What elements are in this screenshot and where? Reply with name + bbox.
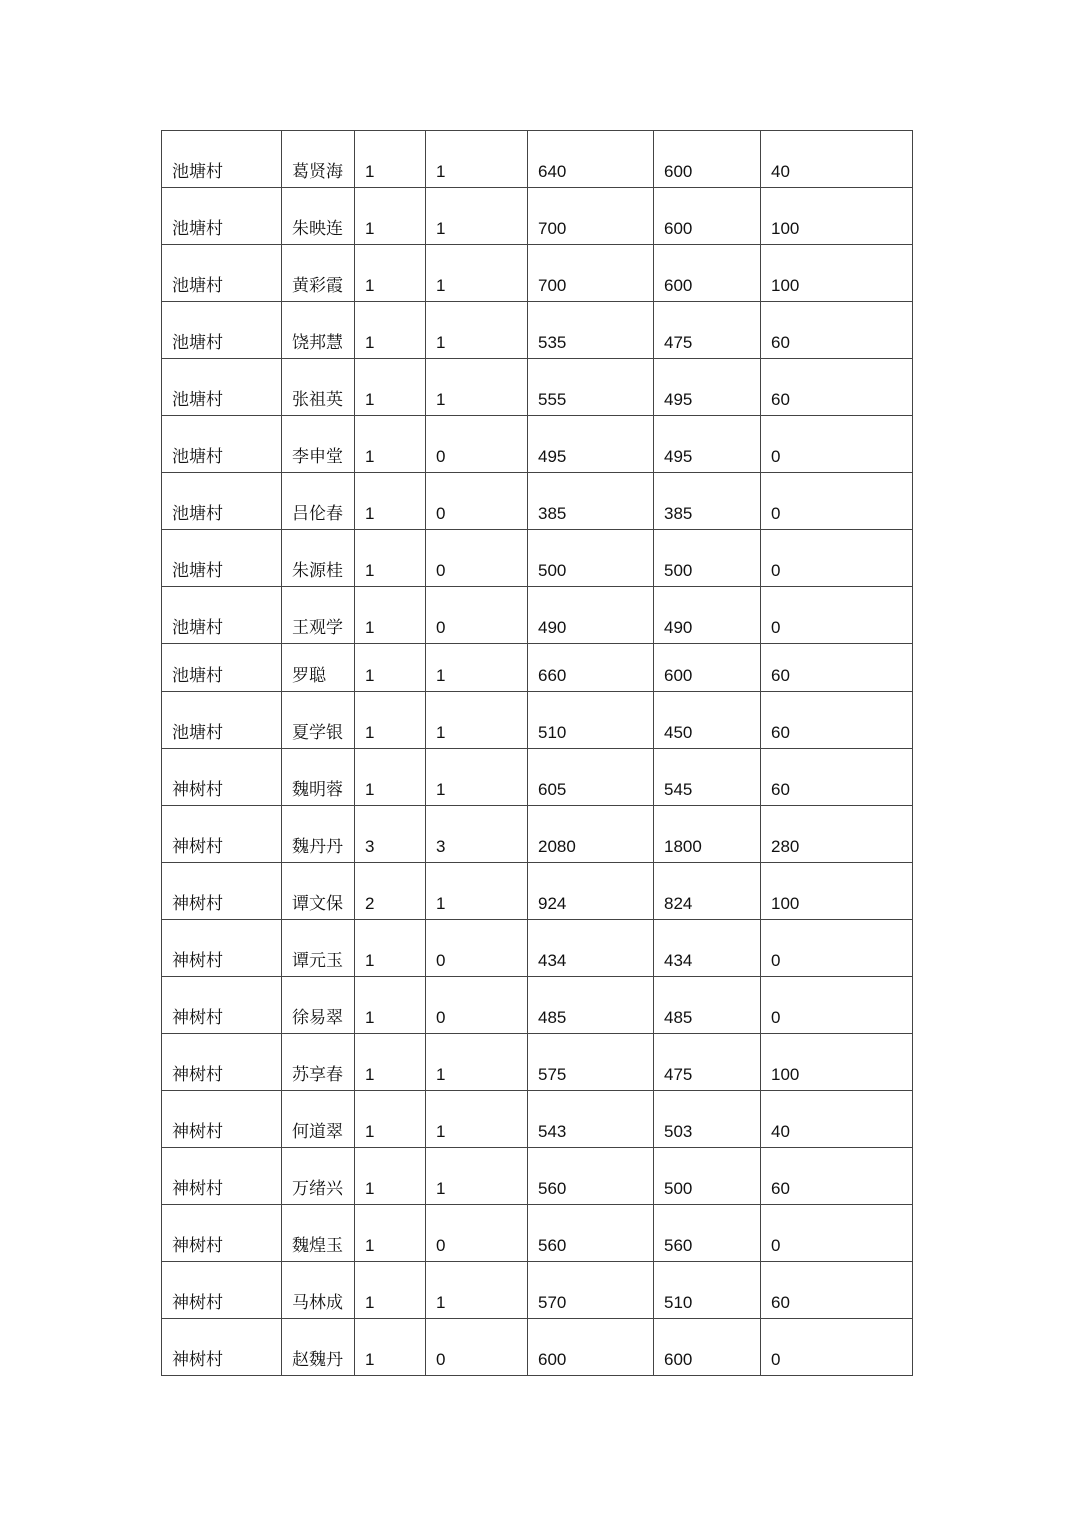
value-cell: 100 xyxy=(761,188,913,245)
value-cell: 1 xyxy=(426,359,528,416)
table-body xyxy=(162,131,913,1376)
value-cell: 475 xyxy=(654,1034,761,1091)
table-row xyxy=(162,587,913,644)
value-cell: 1 xyxy=(426,1034,528,1091)
value-cell: 1 xyxy=(426,131,528,188)
value-cell: 490 xyxy=(654,587,761,644)
value-cell: 495 xyxy=(528,416,654,473)
value-cell: 1 xyxy=(355,692,426,749)
village-cell: 池塘村 xyxy=(162,359,282,416)
village-cell: 神树村 xyxy=(162,1262,282,1319)
value-cell: 100 xyxy=(761,1034,913,1091)
value-cell: 700 xyxy=(528,245,654,302)
value-cell: 575 xyxy=(528,1034,654,1091)
table-row xyxy=(162,977,913,1034)
name-cell: 李申堂 xyxy=(282,416,355,473)
value-cell: 490 xyxy=(528,587,654,644)
value-cell: 1 xyxy=(426,692,528,749)
name-cell: 魏煌玉 xyxy=(282,1205,355,1262)
name-cell: 万绪兴 xyxy=(282,1148,355,1205)
value-cell: 100 xyxy=(761,863,913,920)
value-cell: 0 xyxy=(426,416,528,473)
value-cell: 1 xyxy=(355,1319,426,1376)
name-cell: 饶邦慧 xyxy=(282,302,355,359)
value-cell: 495 xyxy=(654,416,761,473)
value-cell: 3 xyxy=(426,806,528,863)
name-cell: 王观学 xyxy=(282,587,355,644)
value-cell: 1 xyxy=(355,1034,426,1091)
village-cell: 神树村 xyxy=(162,1091,282,1148)
value-cell: 60 xyxy=(761,692,913,749)
value-cell: 280 xyxy=(761,806,913,863)
value-cell: 434 xyxy=(654,920,761,977)
value-cell: 600 xyxy=(654,644,761,692)
value-cell: 555 xyxy=(528,359,654,416)
village-cell: 神树村 xyxy=(162,749,282,806)
value-cell: 1 xyxy=(355,1262,426,1319)
value-cell: 1 xyxy=(355,977,426,1034)
name-cell: 魏明蓉 xyxy=(282,749,355,806)
value-cell: 1 xyxy=(355,359,426,416)
value-cell: 600 xyxy=(654,131,761,188)
value-cell: 700 xyxy=(528,188,654,245)
value-cell: 0 xyxy=(426,1205,528,1262)
table-row xyxy=(162,1148,913,1205)
value-cell: 1 xyxy=(426,1091,528,1148)
table-row xyxy=(162,749,913,806)
value-cell: 824 xyxy=(654,863,761,920)
value-cell: 500 xyxy=(654,530,761,587)
value-cell: 0 xyxy=(761,473,913,530)
village-cell: 神树村 xyxy=(162,863,282,920)
value-cell: 385 xyxy=(654,473,761,530)
value-cell: 660 xyxy=(528,644,654,692)
value-cell: 600 xyxy=(654,188,761,245)
value-cell: 100 xyxy=(761,245,913,302)
table-row xyxy=(162,920,913,977)
value-cell: 434 xyxy=(528,920,654,977)
name-cell: 张祖英 xyxy=(282,359,355,416)
village-cell: 神树村 xyxy=(162,1148,282,1205)
table-row xyxy=(162,1262,913,1319)
value-cell: 60 xyxy=(761,302,913,359)
value-cell: 510 xyxy=(528,692,654,749)
value-cell: 535 xyxy=(528,302,654,359)
value-cell: 1 xyxy=(355,530,426,587)
value-cell: 1 xyxy=(355,302,426,359)
value-cell: 640 xyxy=(528,131,654,188)
value-cell: 0 xyxy=(426,587,528,644)
village-cell: 池塘村 xyxy=(162,245,282,302)
value-cell: 0 xyxy=(426,920,528,977)
value-cell: 60 xyxy=(761,359,913,416)
table-row xyxy=(162,359,913,416)
value-cell: 545 xyxy=(654,749,761,806)
name-cell: 赵魏丹 xyxy=(282,1319,355,1376)
table-row xyxy=(162,644,913,692)
value-cell: 450 xyxy=(654,692,761,749)
value-cell: 560 xyxy=(528,1205,654,1262)
value-cell: 605 xyxy=(528,749,654,806)
name-cell: 夏学银 xyxy=(282,692,355,749)
value-cell: 0 xyxy=(761,977,913,1034)
village-cell: 池塘村 xyxy=(162,530,282,587)
value-cell: 1 xyxy=(355,131,426,188)
value-cell: 2 xyxy=(355,863,426,920)
value-cell: 1 xyxy=(426,749,528,806)
village-cell: 池塘村 xyxy=(162,587,282,644)
name-cell: 朱映连 xyxy=(282,188,355,245)
value-cell: 503 xyxy=(654,1091,761,1148)
value-cell: 0 xyxy=(761,1319,913,1376)
table-row xyxy=(162,188,913,245)
table-row xyxy=(162,131,913,188)
value-cell: 0 xyxy=(426,530,528,587)
value-cell: 1 xyxy=(355,1205,426,1262)
value-cell: 1 xyxy=(355,188,426,245)
value-cell: 495 xyxy=(654,359,761,416)
value-cell: 1 xyxy=(355,473,426,530)
village-cell: 池塘村 xyxy=(162,416,282,473)
value-cell: 500 xyxy=(528,530,654,587)
name-cell: 朱源桂 xyxy=(282,530,355,587)
village-cell: 池塘村 xyxy=(162,692,282,749)
name-cell: 谭元玉 xyxy=(282,920,355,977)
value-cell: 1 xyxy=(426,1148,528,1205)
name-cell: 魏丹丹 xyxy=(282,806,355,863)
table-row xyxy=(162,806,913,863)
value-cell: 60 xyxy=(761,1262,913,1319)
name-cell: 葛贤海 xyxy=(282,131,355,188)
value-cell: 2080 xyxy=(528,806,654,863)
table-row xyxy=(162,302,913,359)
value-cell: 0 xyxy=(761,587,913,644)
value-cell: 40 xyxy=(761,131,913,188)
value-cell: 570 xyxy=(528,1262,654,1319)
village-cell: 神树村 xyxy=(162,806,282,863)
value-cell: 500 xyxy=(654,1148,761,1205)
village-cell: 神树村 xyxy=(162,920,282,977)
value-cell: 1 xyxy=(426,1262,528,1319)
value-cell: 1 xyxy=(355,920,426,977)
table-row xyxy=(162,245,913,302)
name-cell: 马林成 xyxy=(282,1262,355,1319)
value-cell: 0 xyxy=(761,1205,913,1262)
name-cell: 罗聪 xyxy=(282,644,355,692)
value-cell: 385 xyxy=(528,473,654,530)
village-cell: 池塘村 xyxy=(162,473,282,530)
village-cell: 池塘村 xyxy=(162,302,282,359)
value-cell: 543 xyxy=(528,1091,654,1148)
value-cell: 475 xyxy=(654,302,761,359)
value-cell: 924 xyxy=(528,863,654,920)
value-cell: 1 xyxy=(426,245,528,302)
value-cell: 1 xyxy=(355,245,426,302)
village-cell: 池塘村 xyxy=(162,644,282,692)
value-cell: 485 xyxy=(528,977,654,1034)
value-cell: 0 xyxy=(761,416,913,473)
value-cell: 1 xyxy=(355,1148,426,1205)
name-cell: 谭文保 xyxy=(282,863,355,920)
value-cell: 560 xyxy=(528,1148,654,1205)
value-cell: 1 xyxy=(426,188,528,245)
value-cell: 60 xyxy=(761,644,913,692)
value-cell: 1 xyxy=(355,416,426,473)
value-cell: 600 xyxy=(528,1319,654,1376)
table-row xyxy=(162,692,913,749)
table-row xyxy=(162,530,913,587)
value-cell: 0 xyxy=(761,530,913,587)
table-row xyxy=(162,1034,913,1091)
table-row xyxy=(162,1319,913,1376)
value-cell: 60 xyxy=(761,1148,913,1205)
value-cell: 60 xyxy=(761,749,913,806)
value-cell: 40 xyxy=(761,1091,913,1148)
value-cell: 560 xyxy=(654,1205,761,1262)
value-cell: 3 xyxy=(355,806,426,863)
village-cell: 池塘村 xyxy=(162,188,282,245)
value-cell: 1800 xyxy=(654,806,761,863)
village-cell: 神树村 xyxy=(162,1319,282,1376)
table-row xyxy=(162,863,913,920)
value-cell: 1 xyxy=(426,863,528,920)
value-cell: 485 xyxy=(654,977,761,1034)
value-cell: 0 xyxy=(761,920,913,977)
value-cell: 1 xyxy=(355,1091,426,1148)
data-table xyxy=(161,130,913,1376)
value-cell: 510 xyxy=(654,1262,761,1319)
value-cell: 600 xyxy=(654,245,761,302)
value-cell: 1 xyxy=(355,644,426,692)
village-cell: 神树村 xyxy=(162,1205,282,1262)
name-cell: 何道翠 xyxy=(282,1091,355,1148)
value-cell: 1 xyxy=(355,749,426,806)
value-cell: 0 xyxy=(426,1319,528,1376)
name-cell: 吕伦春 xyxy=(282,473,355,530)
village-cell: 池塘村 xyxy=(162,131,282,188)
value-cell: 1 xyxy=(426,644,528,692)
value-cell: 1 xyxy=(355,587,426,644)
village-cell: 神树村 xyxy=(162,1034,282,1091)
value-cell: 600 xyxy=(654,1319,761,1376)
name-cell: 苏享春 xyxy=(282,1034,355,1091)
table-row xyxy=(162,1091,913,1148)
table-row xyxy=(162,473,913,530)
value-cell: 1 xyxy=(426,302,528,359)
name-cell: 徐易翠 xyxy=(282,977,355,1034)
table-row xyxy=(162,1205,913,1262)
name-cell: 黄彩霞 xyxy=(282,245,355,302)
value-cell: 0 xyxy=(426,473,528,530)
table-row xyxy=(162,416,913,473)
village-cell: 神树村 xyxy=(162,977,282,1034)
value-cell: 0 xyxy=(426,977,528,1034)
